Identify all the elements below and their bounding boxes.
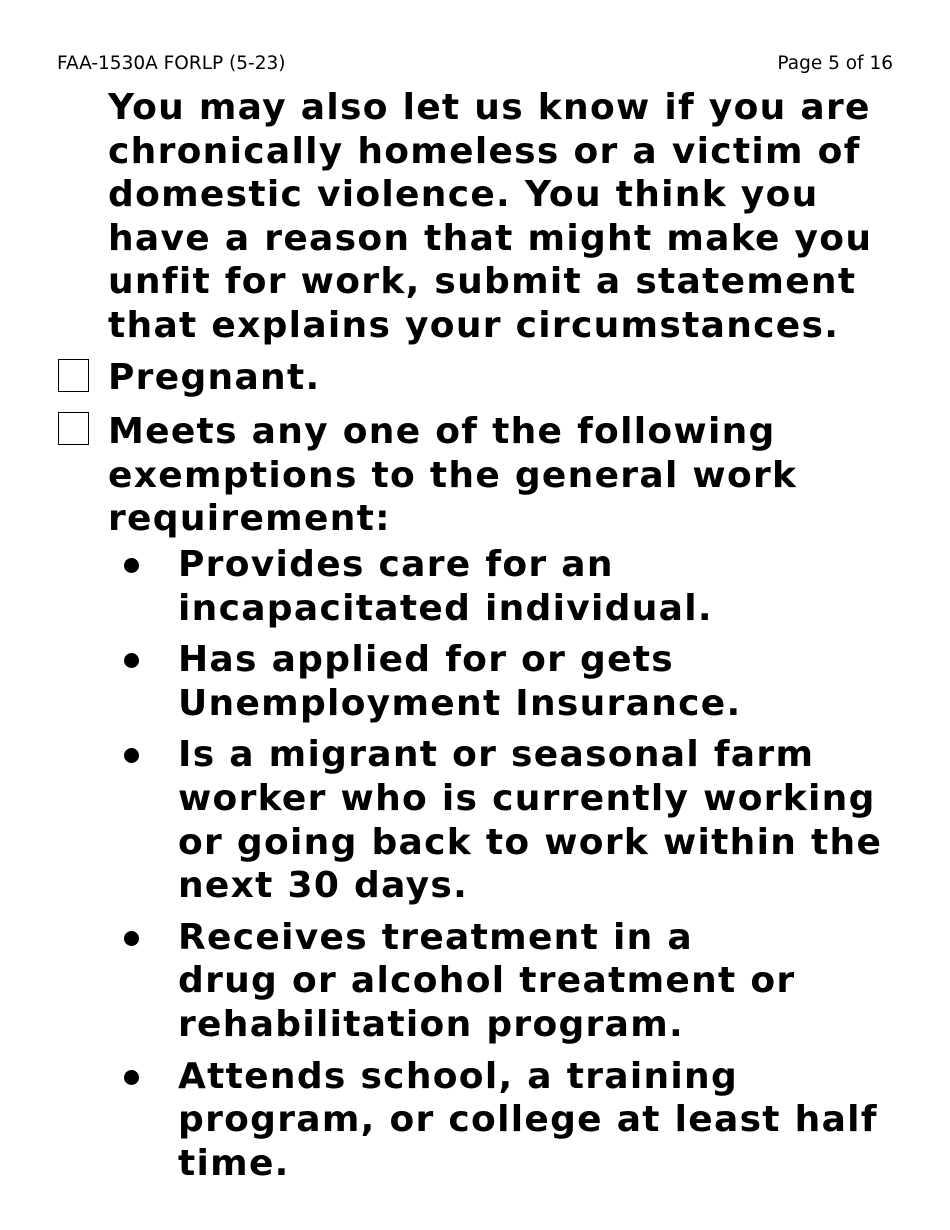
pregnant-checkbox[interactable] [58, 359, 89, 392]
page-header [57, 52, 893, 76]
page-number: Page 5 of 16 [777, 53, 893, 74]
bullet-line: next 30 days. [178, 865, 469, 907]
intro-line: that explains your circumstances. [108, 304, 840, 346]
pregnant-label [108, 356, 320, 400]
bullet-icon [124, 653, 139, 668]
bullet-line: Has applied for or gets [178, 639, 675, 681]
checkbox-label-line: exemptions to the general work [108, 454, 798, 496]
checkbox-label-line: Meets any one of the following [108, 411, 776, 452]
bullet-line: Provides care for an [178, 544, 614, 585]
bullet-text [178, 638, 920, 725]
checkbox-label-line: Pregnant. [108, 357, 321, 398]
intro-line: unfit for work, submit a statement [108, 261, 857, 303]
checkbox-label-line: requirement: [108, 498, 391, 540]
bullet-item [120, 916, 920, 1047]
intro-line: chronically homeless or a victim of [108, 130, 861, 172]
exemption-bullet-list [120, 543, 920, 1193]
bullet-line: worker who is currently working [178, 777, 876, 819]
bullet-icon [124, 748, 139, 763]
bullet-line: rehabilitation program. [178, 1003, 684, 1045]
bullet-line: Attends school, a training [178, 1055, 739, 1097]
bullet-line: program, or college at least half [178, 1099, 878, 1141]
bullet-line: Unemployment Insurance. [178, 682, 742, 724]
bullet-line: or going back to work within the [178, 821, 883, 863]
bullet-item [120, 733, 920, 907]
bullet-icon [124, 558, 139, 573]
intro-line: have a reason that might make you [108, 217, 873, 259]
bullet-text [178, 543, 920, 630]
form-id: FAA-1530A FORLP (5-23) [57, 53, 286, 74]
bullet-line: incapacitated individual. [178, 587, 713, 629]
bullet-icon [124, 931, 139, 946]
exemptions-checkbox[interactable] [58, 412, 89, 445]
bullet-text [178, 733, 920, 907]
bullet-line: Receives treatment in a [178, 916, 693, 958]
intro-paragraph [108, 86, 872, 348]
bullet-item [120, 543, 920, 630]
bullet-line: time. [178, 1142, 290, 1184]
exemptions-label [108, 410, 797, 541]
bullet-line: Is a migrant or seasonal farm [178, 734, 815, 776]
bullet-text [178, 1055, 920, 1186]
bullet-item [120, 1055, 920, 1186]
intro-line: domestic violence. You think you [108, 174, 819, 216]
intro-line: You may also let us know if you are [108, 87, 871, 128]
bullet-icon [124, 1070, 139, 1085]
bullet-text [178, 916, 920, 1047]
bullet-item [120, 638, 920, 725]
bullet-line: drug or alcohol treatment or [178, 960, 796, 1002]
